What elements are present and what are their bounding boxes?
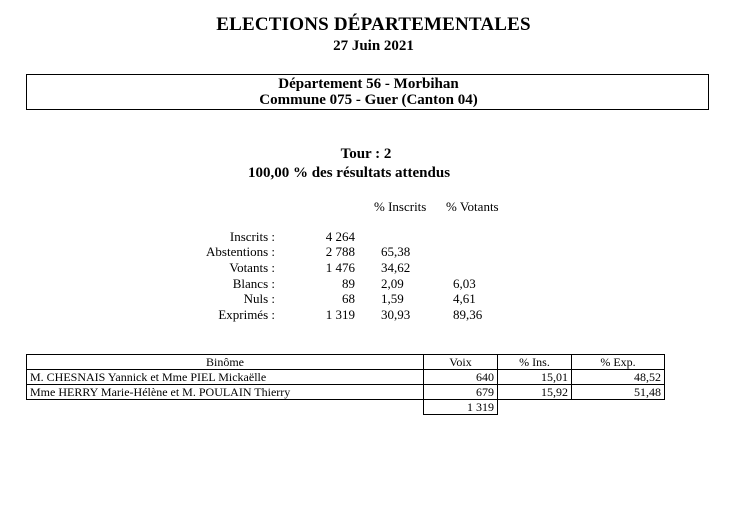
tour-label: Tour : 2 (340, 146, 392, 162)
stat-label-blancs: Blancs : (232, 276, 275, 291)
stat-label-inscrits: Inscrits : (229, 229, 275, 244)
stat-value-votants: 1 476 (325, 260, 355, 275)
pct-ins-cell: 15,92 (498, 385, 572, 400)
stat-value-inscrits: 4 264 (325, 229, 355, 244)
stat-value-blancs: 89 (342, 276, 355, 291)
stat-label-nuls: Nuls : (243, 291, 275, 306)
page-title: ELECTIONS DÉPARTEMENTALES (216, 14, 531, 35)
header-binome: Binôme (27, 355, 424, 370)
header-voix: Voix (424, 355, 498, 370)
results-header-row (27, 355, 665, 370)
stat-pct-ins-exprimes: 30,93 (381, 307, 411, 322)
location-box (26, 74, 709, 110)
binome-cell: M. CHESNAIS Yannick et Mme PIEL Mickaëlle (27, 370, 424, 385)
stat-value-nuls: 68 (342, 291, 355, 306)
stat-pct-ins-abstentions: 65,38 (381, 244, 411, 259)
stat-pct-vot-exprimes: 89,36 (453, 307, 483, 322)
total-row (27, 400, 665, 415)
stat-pct-vot-blancs: 6,03 (453, 276, 476, 291)
pct-exp-cell: 51,48 (572, 385, 665, 400)
results-table (26, 354, 665, 415)
table-row (27, 370, 665, 385)
voix-cell: 679 (424, 385, 498, 400)
header-pct-inscrits: % Inscrits (374, 199, 427, 214)
stat-value-exprimes: 1 319 (325, 307, 355, 322)
election-date: 27 Juin 2021 (333, 38, 414, 54)
total-voix-cell: 1 319 (424, 400, 498, 415)
header-pct-votants: % Votants (446, 199, 499, 214)
pct-exp-cell: 48,52 (572, 370, 665, 385)
stat-label-abstentions: Abstentions : (206, 244, 275, 259)
stat-pct-ins-blancs: 2,09 (381, 276, 404, 291)
stat-label-votants: Votants : (229, 260, 275, 275)
commune-label: Commune 075 - Guer (Canton 04) (259, 92, 478, 108)
stat-value-abstentions: 2 788 (325, 244, 355, 259)
stat-label-exprimes: Exprimés : (218, 307, 275, 322)
voix-cell: 640 (424, 370, 498, 385)
stat-pct-ins-votants: 34,62 (381, 260, 411, 275)
header-pct-exp: % Exp. (572, 355, 665, 370)
results-expected-label: 100,00 % des résultats attendus (247, 165, 451, 181)
binome-cell: Mme HERRY Marie-Hélène et M. POULAIN Thierry (27, 385, 424, 400)
stat-pct-ins-nuls: 1,59 (381, 291, 404, 306)
table-row (27, 385, 665, 400)
header-pct-ins: % Ins. (498, 355, 572, 370)
departement-label: Département 56 - Morbihan (278, 76, 459, 92)
stat-pct-vot-nuls: 4,61 (453, 291, 476, 306)
pct-ins-cell: 15,01 (498, 370, 572, 385)
